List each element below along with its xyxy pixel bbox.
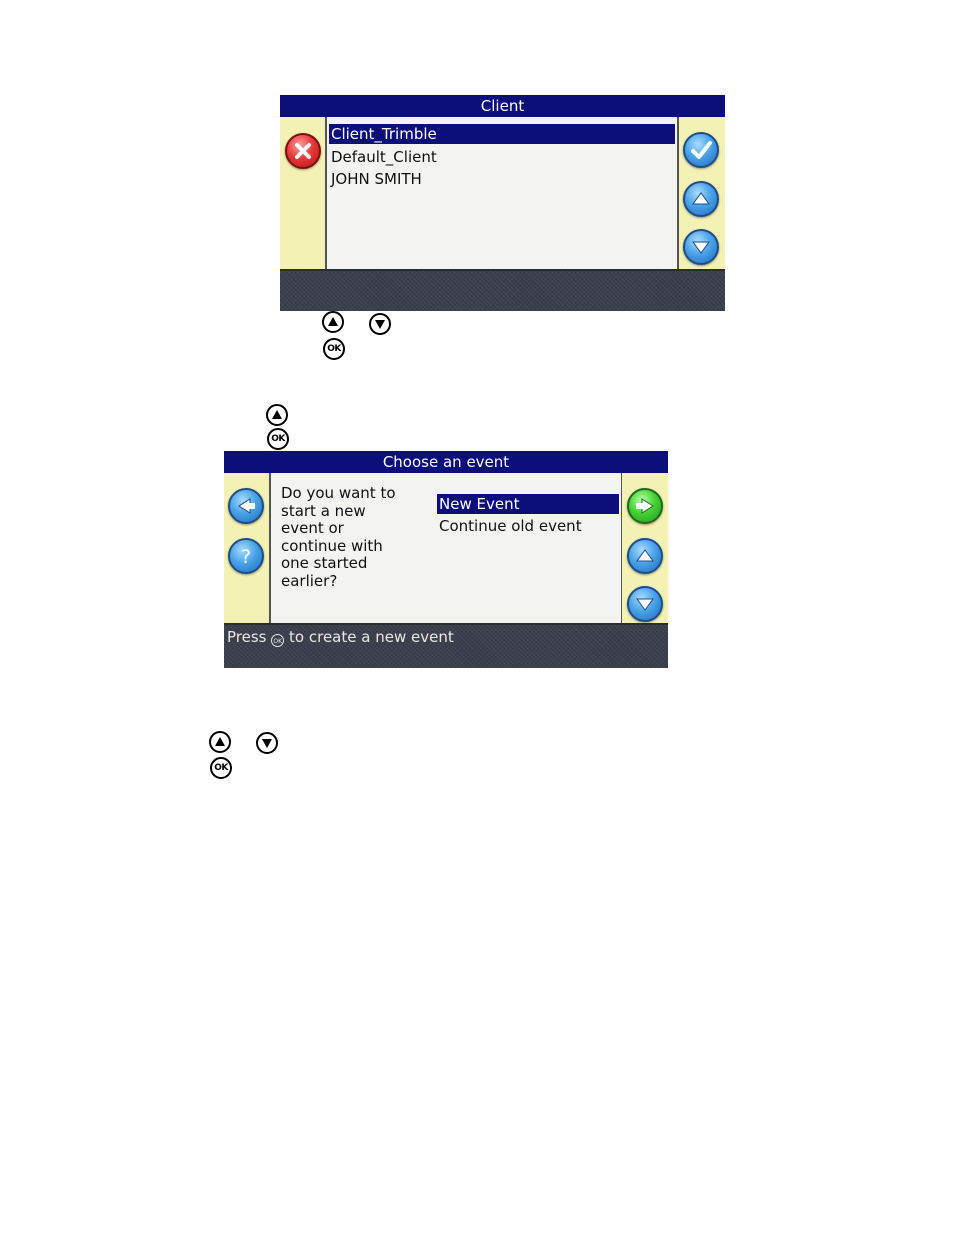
arrow-right-icon [629, 490, 661, 522]
question-icon [230, 540, 262, 572]
arrow-down-icon [685, 231, 717, 263]
list-item[interactable]: Client_Trimble [329, 124, 675, 144]
arrow-up-icon [685, 183, 717, 215]
event-title: Choose an event [382, 453, 510, 471]
list-item[interactable]: JOHN SMITH [331, 170, 422, 188]
back-button[interactable] [228, 488, 264, 524]
cancel-button[interactable] [285, 133, 321, 169]
option-continue-old-event[interactable]: Continue old event [439, 517, 582, 535]
event-status-bar [224, 623, 668, 668]
arrow-down-icon [629, 588, 661, 620]
down-key-icon [369, 313, 391, 335]
client-screen [280, 95, 725, 311]
option-new-event[interactable]: New Event [437, 494, 619, 514]
event-left-panel [224, 473, 270, 625]
scroll-up-button[interactable] [627, 538, 663, 574]
scroll-down-button[interactable] [683, 229, 719, 265]
client-left-panel [280, 117, 326, 269]
arrow-left-icon [230, 490, 262, 522]
up-key-icon [266, 404, 288, 426]
status-text: Press OK to create a new event [227, 628, 454, 646]
help-button[interactable] [228, 538, 264, 574]
scroll-down-button[interactable] [627, 586, 663, 622]
ok-key-icon: OK [323, 338, 345, 360]
event-question: Do you want to start a new event or continue with one started earlier? [281, 484, 396, 590]
accept-button[interactable] [683, 132, 719, 168]
list-item[interactable]: Default_Client [331, 148, 437, 166]
event-right-panel [622, 473, 668, 625]
client-title-bar [280, 95, 725, 117]
svg-text:?: ? [240, 546, 252, 568]
next-button[interactable] [627, 488, 663, 524]
down-key-icon [256, 732, 278, 754]
event-content [269, 473, 623, 625]
ok-key-icon: OK [210, 757, 232, 779]
checkmark-icon [685, 134, 717, 166]
client-right-panel [679, 117, 725, 269]
client-status-bar [280, 269, 725, 311]
up-key-icon [209, 731, 231, 753]
ok-key-icon: OK [267, 428, 289, 450]
event-title-bar [224, 451, 668, 473]
close-icon [287, 135, 319, 167]
scroll-up-button[interactable] [683, 181, 719, 217]
up-key-icon [322, 311, 344, 333]
arrow-up-icon [629, 540, 661, 572]
ok-key-icon: OK [271, 634, 284, 647]
client-title: Client [480, 97, 525, 115]
event-screen [224, 451, 668, 668]
client-list [325, 117, 679, 269]
